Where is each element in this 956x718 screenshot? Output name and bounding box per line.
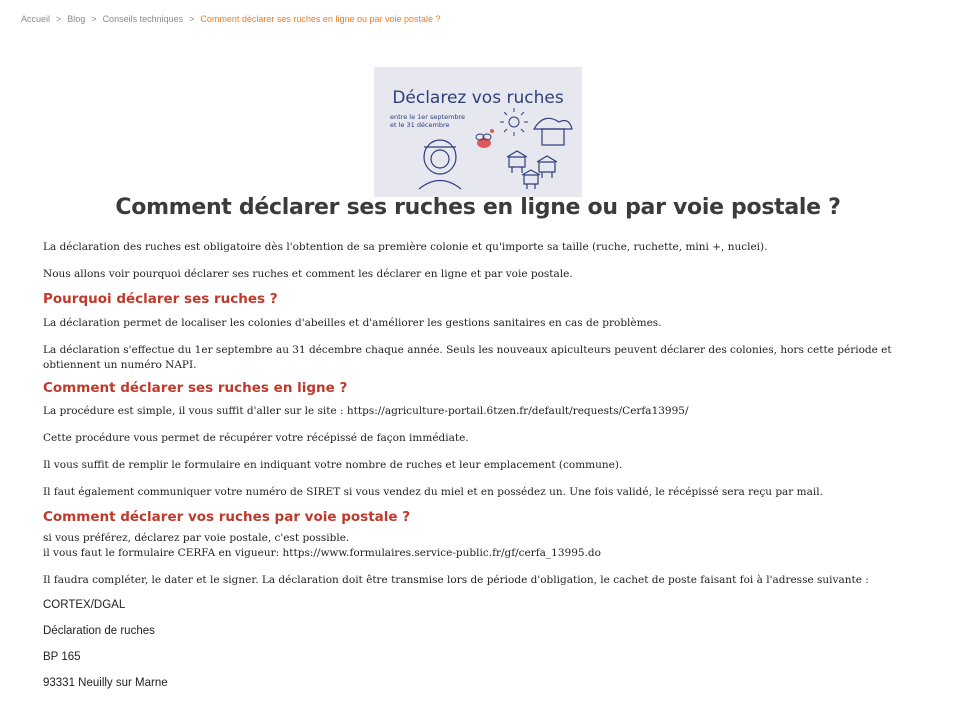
- breadcrumb-separator: >: [56, 14, 62, 24]
- breadcrumb-separator: >: [91, 14, 97, 24]
- heading-en-ligne: Comment déclarer ses ruches en ligne ?: [43, 380, 348, 396]
- heading-voie-postale: Comment déclarer vos ruches par voie postale ?: [43, 509, 411, 525]
- postale-paragraph-1b: il vous faut le formulaire CERFA en vigueur: https://www.formulaires.service-public.fr/gf/cerfa_13995.do: [43, 547, 601, 559]
- en-ligne-paragraph-1: La procédure est simple, il vous suffit d'aller sur le site : https://agriculture-portail.6tzen.fr/default/requests/Cerfa13995/: [43, 405, 689, 417]
- pourquoi-paragraph-1: La déclaration permet de localiser les colonies d'abeilles et d'améliorer les gestions sanitaires en cas de problèmes.: [43, 317, 662, 329]
- breadcrumb-separator: >: [189, 14, 195, 24]
- intro-paragraph-2: Nous allons voir pourquoi déclarer ses ruches et comment les déclarer en ligne et par voie postale.: [43, 268, 573, 280]
- breadcrumb-link-conseils[interactable]: Conseils techniques: [102, 14, 184, 24]
- address-line-1: CORTEX/DGAL: [43, 599, 126, 611]
- breadcrumb-link-accueil[interactable]: Accueil: [21, 14, 51, 24]
- breadcrumb-link-blog[interactable]: Blog: [67, 14, 86, 24]
- en-ligne-paragraph-2: Cette procédure vous permet de récupérer votre récépissé de façon immédiate.: [43, 432, 469, 444]
- address-line-2: Déclaration de ruches: [43, 625, 155, 637]
- article-body: [43, 240, 918, 691]
- page-title: Comment déclarer ses ruches en ligne ou par voie postale ?: [115, 195, 841, 220]
- breadcrumb-current: Comment déclarer ses ruches en ligne ou par voie postale ?: [200, 14, 441, 24]
- en-ligne-paragraph-4: Il faut également communiquer votre numéro de SIRET si vous vendez du miel et en possédez un. Une fois validé, le récépissé sera reçu par mail.: [43, 486, 823, 498]
- bee-icon: [476, 129, 494, 148]
- postale-paragraph-1a: si vous préférez, déclarez par voie postale, c'est possible.: [43, 532, 350, 544]
- article-banner-image: [374, 67, 582, 197]
- apiary-icon: [507, 118, 572, 189]
- banner-line2: et le 31 décembre: [390, 121, 450, 129]
- banner-line1: entre le 1er septembre: [390, 113, 466, 121]
- address-line-4: 93331 Neuilly sur Marne: [43, 677, 168, 689]
- beekeeper-icon: [419, 140, 461, 189]
- address-line-3: BP 165: [43, 651, 81, 663]
- breadcrumb: [21, 14, 441, 24]
- intro-paragraph-1: La déclaration des ruches est obligatoire dès l'obtention de sa première colonie et qu'importe sa taille (ruche, ruchette, mini +, nuclei).: [43, 241, 768, 253]
- banner-illustration: [374, 67, 582, 197]
- postale-paragraph-2: Il faudra compléter, le dater et le signer. La déclaration doit être transmise lors de période d'obligation, le cachet de poste faisant foi à l'adresse suivante :: [43, 574, 869, 586]
- heading-pourquoi: Pourquoi déclarer ses ruches ?: [43, 291, 278, 307]
- sun-icon: [500, 108, 528, 136]
- pourquoi-paragraph-2: La déclaration s'effectue du 1er septembre au 31 décembre chaque année. Seuls les nouveaux apiculteurs peuvent déclarer des colonies, hors cette période et obtiennent un numéro NAPI.: [43, 344, 892, 371]
- en-ligne-paragraph-3: Il vous suffit de remplir le formulaire en indiquant votre nombre de ruches et leur emplacement (commune).: [43, 459, 623, 471]
- banner-headline: Déclarez vos ruches: [392, 88, 564, 108]
